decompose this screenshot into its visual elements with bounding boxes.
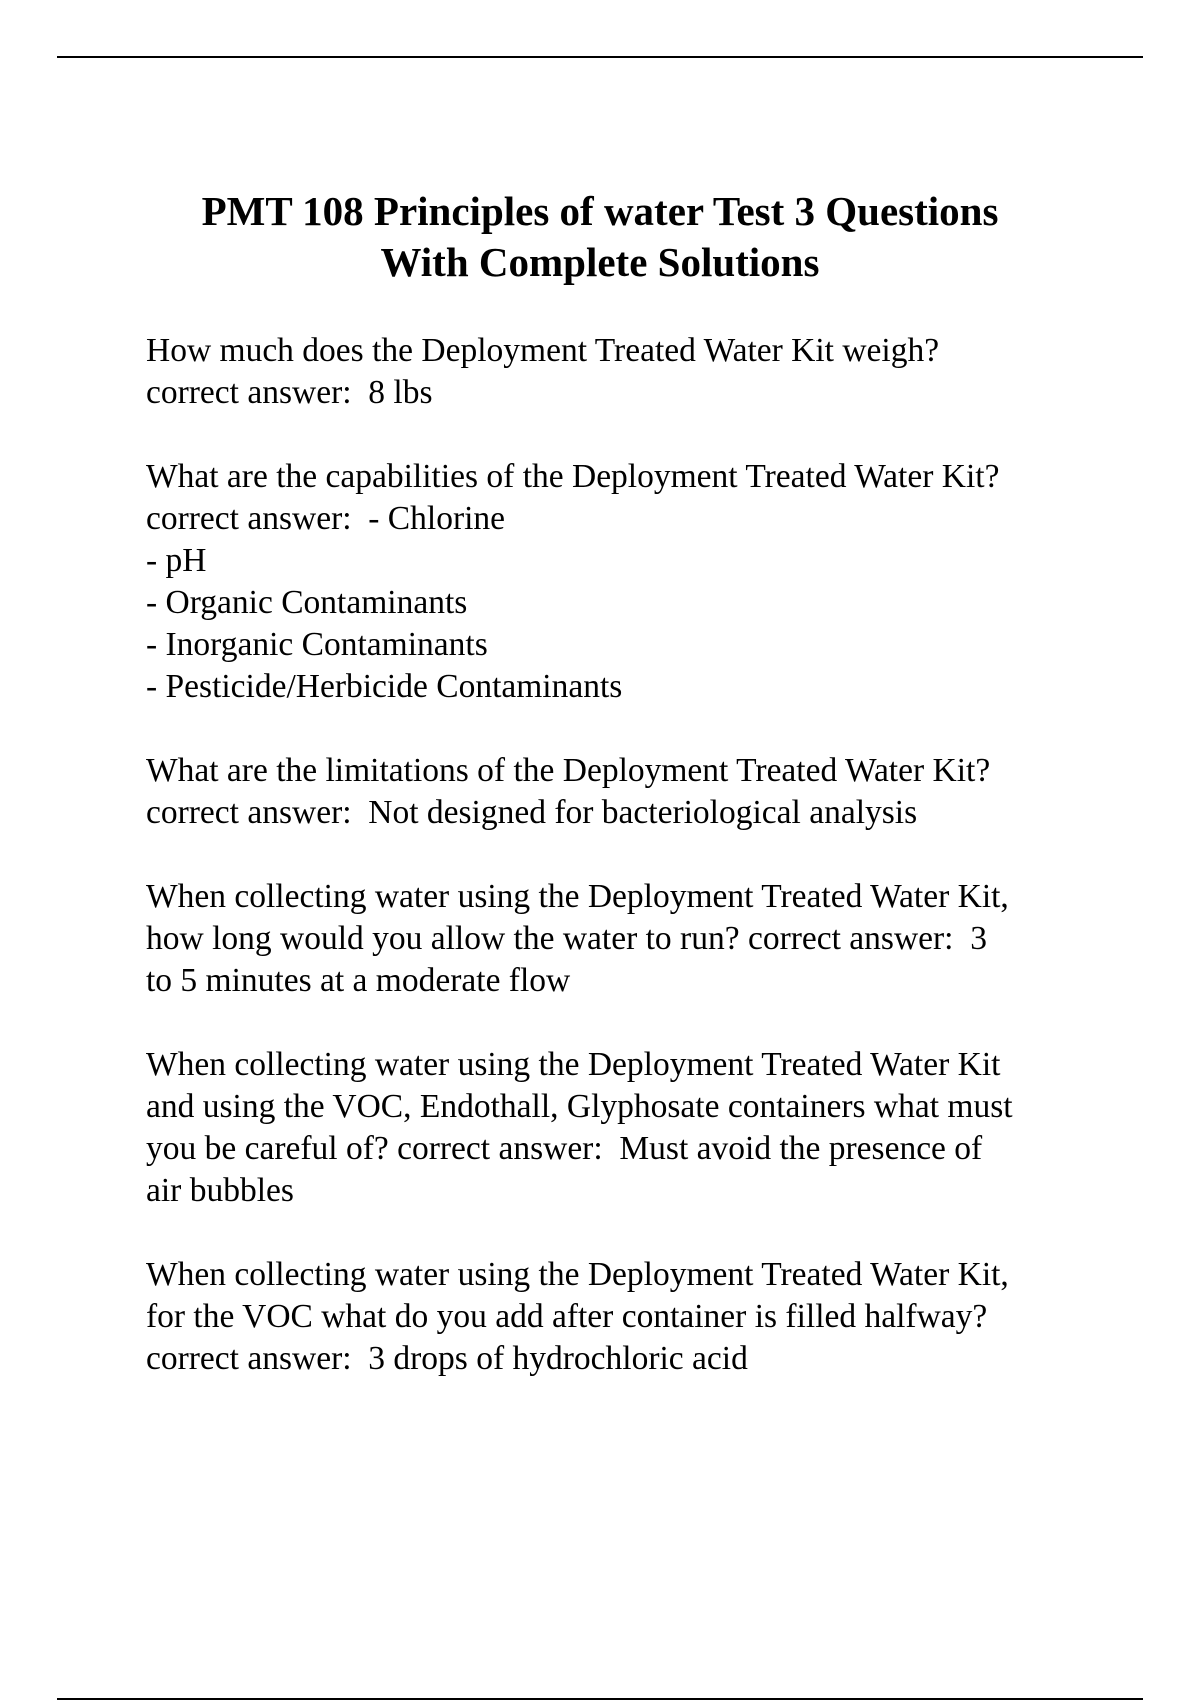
qa-line: - Pesticide/Herbicide Contaminants — [146, 668, 623, 705]
qa-line: and using the VOC, Endothall, Glyphosate containers what must — [146, 1088, 1013, 1125]
qa-line: correct answer: 8 lbs — [146, 374, 433, 411]
qa-block-capabilities — [146, 456, 1106, 708]
qa-line: to 5 minutes at a moderate flow — [146, 962, 571, 999]
qa-line: What are the capabilities of the Deployment Treated Water Kit? — [146, 458, 1000, 495]
qa-block-run-time — [146, 876, 1106, 1002]
qa-line: When collecting water using the Deployment Treated Water Kit, — [146, 878, 1009, 915]
document-body — [146, 330, 1106, 1422]
qa-line: correct answer: 3 drops of hydrochloric acid — [146, 1340, 748, 1377]
title-line-2: With Complete Solutions — [380, 239, 820, 285]
qa-line: When collecting water using the Deployment Treated Water Kit — [146, 1046, 1001, 1083]
qa-line: for the VOC what do you add after container is filled halfway? — [146, 1298, 988, 1335]
qa-line: When collecting water using the Deployment Treated Water Kit, — [146, 1256, 1009, 1293]
qa-line: - Organic Contaminants — [146, 584, 468, 621]
qa-line: correct answer: - Chlorine — [146, 500, 506, 537]
qa-block-weight — [146, 330, 1106, 414]
qa-block-voc-acid — [146, 1254, 1106, 1380]
qa-line: - pH — [146, 542, 207, 579]
qa-block-air-bubbles — [146, 1044, 1106, 1212]
document-title — [120, 186, 1080, 288]
qa-line: air bubbles — [146, 1172, 294, 1209]
qa-line: What are the limitations of the Deployment Treated Water Kit? — [146, 752, 991, 789]
qa-line: you be careful of? correct answer: Must avoid the presence of — [146, 1130, 983, 1167]
qa-block-limitations — [146, 750, 1106, 834]
qa-line: - Inorganic Contaminants — [146, 626, 488, 663]
qa-line: how long would you allow the water to run? correct answer: 3 — [146, 920, 987, 957]
top-rule — [57, 56, 1143, 58]
qa-line: correct answer: Not designed for bacteriological analysis — [146, 794, 918, 831]
qa-line: How much does the Deployment Treated Water Kit weigh? — [146, 332, 940, 369]
title-line-1: PMT 108 Principles of water Test 3 Questions — [201, 188, 999, 234]
